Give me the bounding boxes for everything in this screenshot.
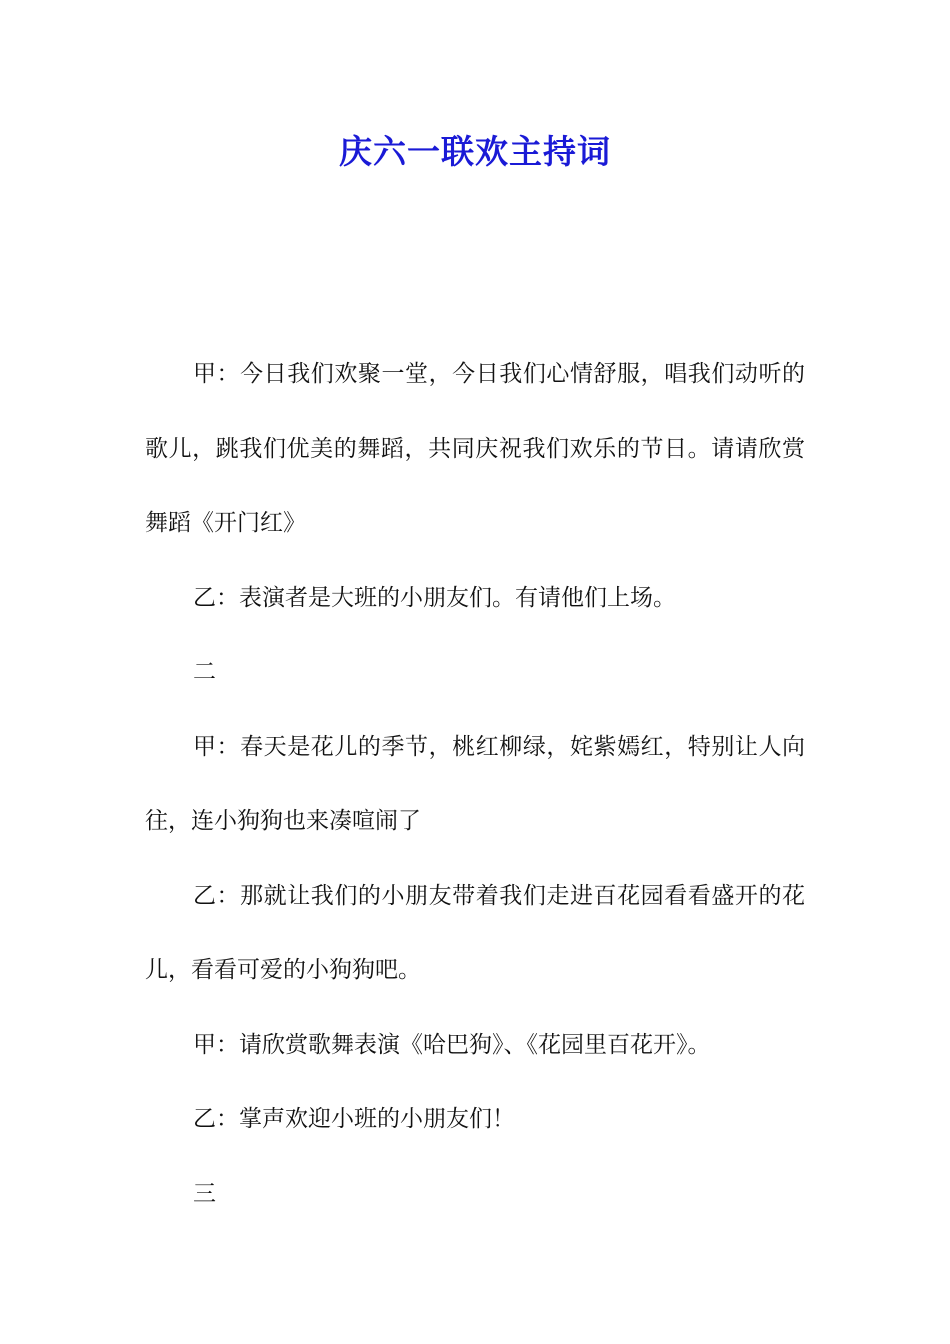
paragraph-1: 甲：今日我们欢聚一堂，今日我们心情舒服，唱我们动听的歌儿，跳我们优美的舞蹈，共同庆祝我们欢乐的节日。请请欣赏舞蹈《开门红》 (145, 361, 805, 536)
section-number-2: 二 (193, 659, 216, 685)
section-number-3: 三 (193, 1180, 216, 1207)
paragraph-3: 甲：春天是花儿的季节，桃红柳绿，姹紫嫣红，特别让人向往，连小狗狗也来凑喧闹了 (145, 733, 805, 834)
paragraph-4: 乙：那就让我们的小朋友带着我们走进百花园看看盛开的花儿，看看可爱的小狗狗吧。 (145, 882, 805, 983)
paragraph-6: 乙：掌声欢迎小班的小朋友们！ (193, 1106, 515, 1132)
paragraph-5: 甲：请欣赏歌舞表演《哈巴狗》、《花园里百花开》。 (193, 1031, 711, 1058)
document-body (145, 337, 805, 1231)
document-title: 庆六一联欢主持词 (339, 132, 611, 171)
paragraph-2: 乙：表演者是大班的小朋友们。有请他们上场。 (193, 584, 676, 611)
